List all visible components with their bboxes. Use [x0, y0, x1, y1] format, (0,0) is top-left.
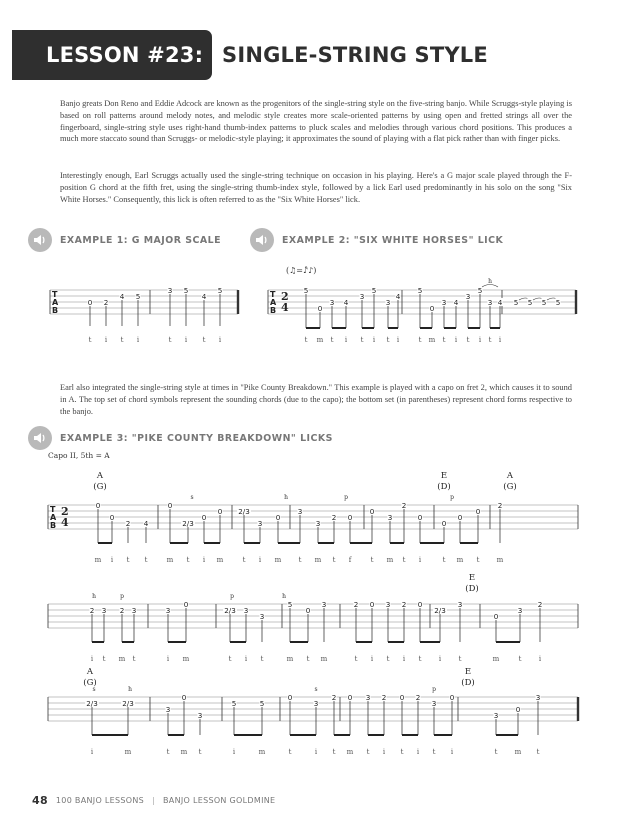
right-hand-finger: m [118, 655, 126, 663]
right-hand-finger: t [120, 336, 124, 344]
fret-number: 2 [103, 298, 109, 307]
right-hand-finger: m [456, 556, 464, 564]
fret-number: 5 [555, 298, 561, 307]
fret-number: 2 [497, 501, 503, 510]
right-hand-finger: t [304, 336, 308, 344]
example-2-staff [268, 266, 576, 344]
chord-form: (G) [93, 482, 107, 492]
fret-number: 5 [231, 699, 237, 708]
fret-number: 2 [381, 693, 387, 702]
fret-number: 4 [201, 292, 207, 301]
right-hand-finger: i [202, 556, 206, 564]
tab-clef-letter: A [50, 513, 57, 522]
fret-number: 5 [303, 286, 309, 295]
right-hand-finger: m [94, 556, 102, 564]
fret-number: 0 [317, 304, 323, 313]
page-number: 48 [32, 794, 48, 807]
fret-number: 3 [359, 292, 365, 301]
fret-number: 2/3 [434, 606, 446, 615]
chord-name: A [506, 471, 514, 481]
right-hand-finger: t [332, 748, 336, 756]
right-hand-finger: t [488, 336, 492, 344]
time-signature-digit: 4 [61, 516, 69, 529]
chord-name: E [468, 573, 476, 583]
chord-form: (G) [503, 482, 517, 492]
fret-number: 0 [429, 304, 435, 313]
example-3-staff-row1 [48, 494, 578, 564]
right-hand-finger: m [320, 655, 328, 663]
right-hand-finger: i [90, 655, 94, 663]
chord-symbol [83, 667, 96, 688]
page-footer: 48 100 BANJO LESSONS | BANJO LESSON GOLDMINE [32, 794, 276, 807]
fret-number: 3 [385, 298, 391, 307]
fret-number: 3 [167, 286, 173, 295]
articulation-mark: p [120, 593, 124, 600]
right-hand-finger: i [498, 336, 502, 344]
fret-number: 5 [541, 298, 547, 307]
right-hand-finger: m [286, 655, 294, 663]
right-hand-finger: t [442, 556, 446, 564]
fret-number: 2/3 [224, 606, 236, 615]
fret-number: 0 [287, 693, 293, 702]
tab-clef-letter: T [270, 290, 276, 299]
right-hand-finger: t [402, 556, 406, 564]
right-hand-finger: t [168, 336, 172, 344]
right-hand-finger: i [402, 655, 406, 663]
right-hand-finger: t [288, 748, 292, 756]
fret-number: 2/3 [182, 519, 194, 528]
lesson-title: SINGLE-STRING STYLE [222, 43, 488, 67]
fret-number: 0 [475, 507, 481, 516]
articulation-mark: p [230, 593, 234, 600]
fret-number: 3 [101, 606, 107, 615]
chord-symbol [465, 573, 478, 594]
right-hand-finger: i [184, 336, 188, 344]
example-3-title: EXAMPLE 3: "PIKE COUNTY BREAKDOWN" LICKS [60, 432, 333, 444]
right-hand-finger: m [182, 655, 190, 663]
fret-number: 2/3 [238, 507, 250, 516]
chord-name: E [440, 471, 448, 481]
right-hand-finger: i [90, 748, 94, 756]
right-hand-finger: i [258, 556, 262, 564]
tab-clef-letter: T [50, 505, 56, 514]
right-hand-finger: i [416, 748, 420, 756]
right-hand-finger: i [166, 655, 170, 663]
fret-number: 3 [259, 612, 265, 621]
book-title: 100 BANJO LESSONS [55, 796, 145, 805]
fret-number: 5 [417, 286, 423, 295]
right-hand-finger: m [314, 556, 322, 564]
right-hand-finger: i [372, 336, 376, 344]
right-hand-finger: t [366, 748, 370, 756]
fret-number: 2/3 [86, 699, 98, 708]
chord-name: E [464, 667, 472, 677]
chord-form: (D) [465, 584, 479, 594]
intro-paragraph-2: Interestingly enough, Earl Scruggs actually used the single-string technique on occasion in his playing. Here's a G major scale played through the F-position G chord at the fifth fret, using the single-string thumb-index style, followed by a lick Earl used predominantly in his solo on the song "Six White Horses." Consequently, this lick is often referred to as the "Six White Horses" lick. [60, 171, 572, 204]
swing-feel-marking: (♫=♪̑♪) [286, 266, 317, 275]
fret-number: 2 [353, 600, 359, 609]
right-hand-finger: i [344, 336, 348, 344]
fret-number: 5 [527, 298, 533, 307]
right-hand-finger: i [136, 336, 140, 344]
fret-number: 2 [537, 600, 543, 609]
right-hand-finger: i [314, 748, 318, 756]
chord-form: (D) [437, 482, 451, 492]
tab-clef-letter: B [270, 306, 277, 315]
fret-number: 0 [369, 507, 375, 516]
right-hand-finger: m [386, 556, 394, 564]
lesson-number: LESSON #23: [46, 43, 204, 67]
fret-number: 3 [441, 298, 447, 307]
right-hand-finger: t [202, 336, 206, 344]
fret-number: 3 [487, 298, 493, 307]
fret-number: 3 [517, 606, 523, 615]
fret-number: 3 [465, 292, 471, 301]
right-hand-finger: t [298, 556, 302, 564]
right-hand-finger: m [316, 336, 324, 344]
right-hand-finger: t [432, 748, 436, 756]
right-hand-finger: t [466, 336, 470, 344]
fret-number: 2 [331, 513, 337, 522]
right-hand-finger: i [438, 655, 442, 663]
right-hand-finger: t [370, 556, 374, 564]
fret-number: 4 [395, 292, 401, 301]
fret-number: 0 [457, 513, 463, 522]
fret-number: 4 [143, 519, 149, 528]
fret-number: 0 [417, 513, 423, 522]
fret-number: 3 [131, 606, 137, 615]
right-hand-finger: t [400, 748, 404, 756]
fret-number: 0 [275, 513, 281, 522]
tab-clef-letter: A [270, 298, 277, 307]
right-hand-finger: t [198, 748, 202, 756]
right-hand-finger: t [476, 556, 480, 564]
tab-clef-letter: B [52, 306, 59, 315]
fret-number: 4 [119, 292, 125, 301]
example-1-title: EXAMPLE 1: G MAJOR SCALE [60, 234, 222, 246]
fret-number: 0 [449, 693, 455, 702]
right-hand-finger: i [110, 556, 114, 564]
fret-number: 2 [401, 600, 407, 609]
fret-number: 3 [165, 705, 171, 714]
chord-symbol [503, 471, 516, 492]
fret-number: 3 [493, 711, 499, 720]
fret-number: 3 [197, 711, 203, 720]
mid-paragraph: Earl also integrated the single-string style at times in "Pike County Breakdown." This example is played with a capo on fret 2, which causes it to sound in A. The top set of chord symbols represent the sounding chords (due to the capo); the bottom set (in parentheses) represent chord forms respective to the banjo. [60, 383, 572, 416]
fret-number: 5 [183, 286, 189, 295]
articulation-mark: s [190, 494, 194, 501]
right-hand-finger: i [232, 748, 236, 756]
right-hand-finger: i [478, 336, 482, 344]
articulation-mark: s [92, 686, 96, 693]
right-hand-finger: i [218, 336, 222, 344]
fret-number: 5 [477, 286, 483, 295]
tab-clef-letter: T [52, 290, 58, 299]
right-hand-finger: t [306, 655, 310, 663]
right-hand-finger: t [242, 556, 246, 564]
fret-number: 0 [347, 693, 353, 702]
articulation-mark: h [92, 593, 96, 600]
chord-form: (D) [461, 678, 475, 688]
fret-number: 5 [135, 292, 141, 301]
right-hand-finger: t [260, 655, 264, 663]
right-hand-finger: t [166, 748, 170, 756]
right-hand-finger: t [126, 556, 130, 564]
right-hand-finger: m [166, 556, 174, 564]
fret-number: 2 [415, 693, 421, 702]
fret-number: 0 [217, 507, 223, 516]
fret-number: 0 [183, 600, 189, 609]
right-hand-finger: m [274, 556, 282, 564]
fret-number: 3 [385, 600, 391, 609]
fret-number: 5 [513, 298, 519, 307]
example-3-staff-row3 [48, 686, 578, 756]
fret-number: 2 [89, 606, 95, 615]
right-hand-finger: i [104, 336, 108, 344]
fret-number: 0 [417, 600, 423, 609]
chord-symbol [461, 667, 474, 688]
right-hand-finger: t [102, 655, 106, 663]
fret-number: 5 [287, 600, 293, 609]
right-hand-finger: t [186, 556, 190, 564]
articulation-mark: p [432, 686, 436, 693]
right-hand-finger: t [418, 336, 422, 344]
fret-number: 3 [329, 298, 335, 307]
series-title: BANJO LESSON GOLDMINE [163, 796, 276, 805]
tab-clef-letter: A [52, 298, 59, 307]
right-hand-finger: t [360, 336, 364, 344]
fret-number: 0 [201, 513, 207, 522]
right-hand-finger: t [418, 655, 422, 663]
fret-number: 3 [315, 519, 321, 528]
articulation-mark: h [128, 686, 132, 693]
right-hand-finger: i [454, 336, 458, 344]
fret-number: 3 [457, 600, 463, 609]
chord-name: A [96, 471, 104, 481]
fret-number: 5 [371, 286, 377, 295]
right-hand-finger: i [418, 556, 422, 564]
articulation-mark: p [344, 494, 348, 501]
example-3-staff-row2 [48, 593, 578, 663]
tab-clef-letter: B [50, 521, 57, 530]
fret-number: 3 [165, 606, 171, 615]
fret-number: 0 [167, 501, 173, 510]
time-signature-digit: 2 [281, 290, 289, 303]
fret-number: 2 [119, 606, 125, 615]
chord-symbol [437, 471, 450, 492]
intro-paragraph-1: Banjo greats Don Reno and Eddie Adcock are known as the progenitors of the single-string style on the five-string banjo. While Scruggs-style playing is based on roll patterns around melody notes, and melodic style creates more scale-oriented patterns by using open and fretted strings all over the fingerboard, single-string style uses right-hand thumb-index patterns to pluck scales and melodies through various chord positions. This produces a much more staccato sound than Scruggs- or melodic-style playing; it approximates the sound of playing with a flat pick rather than with finger picks. [60, 99, 572, 144]
right-hand-finger: t [332, 556, 336, 564]
example-2-title: EXAMPLE 2: "SIX WHITE HORSES" LICK [282, 234, 504, 246]
right-hand-finger: t [442, 336, 446, 344]
right-hand-finger: i [244, 655, 248, 663]
fret-number: 2 [331, 693, 337, 702]
fret-number: 3 [321, 600, 327, 609]
right-hand-finger: m [492, 655, 500, 663]
fret-number: 3 [243, 606, 249, 615]
fret-number: 3 [431, 699, 437, 708]
fret-number: 0 [515, 705, 521, 714]
right-hand-finger: t [518, 655, 522, 663]
chord-name: A [86, 667, 94, 677]
right-hand-finger: t [536, 748, 540, 756]
right-hand-finger: i [370, 655, 374, 663]
fret-number: 0 [87, 298, 93, 307]
right-hand-finger: f [348, 556, 352, 564]
articulation-mark: h [282, 593, 286, 600]
fret-number: 0 [399, 693, 405, 702]
fret-number: 4 [453, 298, 459, 307]
right-hand-finger: t [88, 336, 92, 344]
time-signature-digit: 2 [61, 505, 69, 518]
right-hand-finger: t [458, 655, 462, 663]
right-hand-finger: t [386, 655, 390, 663]
fret-number: 5 [217, 286, 223, 295]
fret-number: 0 [347, 513, 353, 522]
right-hand-finger: m [180, 748, 188, 756]
right-hand-finger: m [346, 748, 354, 756]
right-hand-finger: m [514, 748, 522, 756]
example-1-staff [50, 286, 238, 344]
time-signature-digit: 4 [281, 301, 289, 314]
right-hand-finger: m [428, 336, 436, 344]
fret-number: 3 [257, 519, 263, 528]
right-hand-finger: m [496, 556, 504, 564]
right-hand-finger: t [228, 655, 232, 663]
articulation-mark: h [488, 278, 492, 285]
articulation-mark: p [450, 494, 454, 501]
fret-number: 3 [535, 693, 541, 702]
right-hand-finger: t [144, 556, 148, 564]
right-hand-finger: i [396, 336, 400, 344]
right-hand-finger: m [124, 748, 132, 756]
chord-form: (G) [83, 678, 97, 688]
articulation-mark: h [284, 494, 288, 501]
fret-number: 3 [313, 699, 319, 708]
capo-instruction: Capo II, 5th = A [48, 451, 110, 460]
right-hand-finger: t [132, 655, 136, 663]
fret-number: 0 [181, 693, 187, 702]
fret-number: 3 [297, 507, 303, 516]
chord-symbol [93, 471, 106, 492]
right-hand-finger: t [494, 748, 498, 756]
fret-number: 4 [343, 298, 349, 307]
fret-number: 0 [493, 612, 499, 621]
fret-number: 0 [109, 513, 115, 522]
fret-number: 0 [441, 519, 447, 528]
right-hand-finger: i [538, 655, 542, 663]
fret-number: 0 [95, 501, 101, 510]
fret-number: 0 [369, 600, 375, 609]
right-hand-finger: t [354, 655, 358, 663]
right-hand-finger: m [258, 748, 266, 756]
fret-number: 5 [259, 699, 265, 708]
right-hand-finger: i [450, 748, 454, 756]
fret-number: 2 [401, 501, 407, 510]
right-hand-finger: t [330, 336, 334, 344]
fret-number: 4 [497, 298, 503, 307]
fret-number: 2/3 [122, 699, 134, 708]
right-hand-finger: i [382, 748, 386, 756]
fret-number: 3 [365, 693, 371, 702]
fret-number: 2 [125, 519, 131, 528]
right-hand-finger: t [386, 336, 390, 344]
right-hand-finger: m [216, 556, 224, 564]
fret-number: 0 [305, 606, 311, 615]
articulation-mark: s [314, 686, 318, 693]
fret-number: 3 [387, 513, 393, 522]
